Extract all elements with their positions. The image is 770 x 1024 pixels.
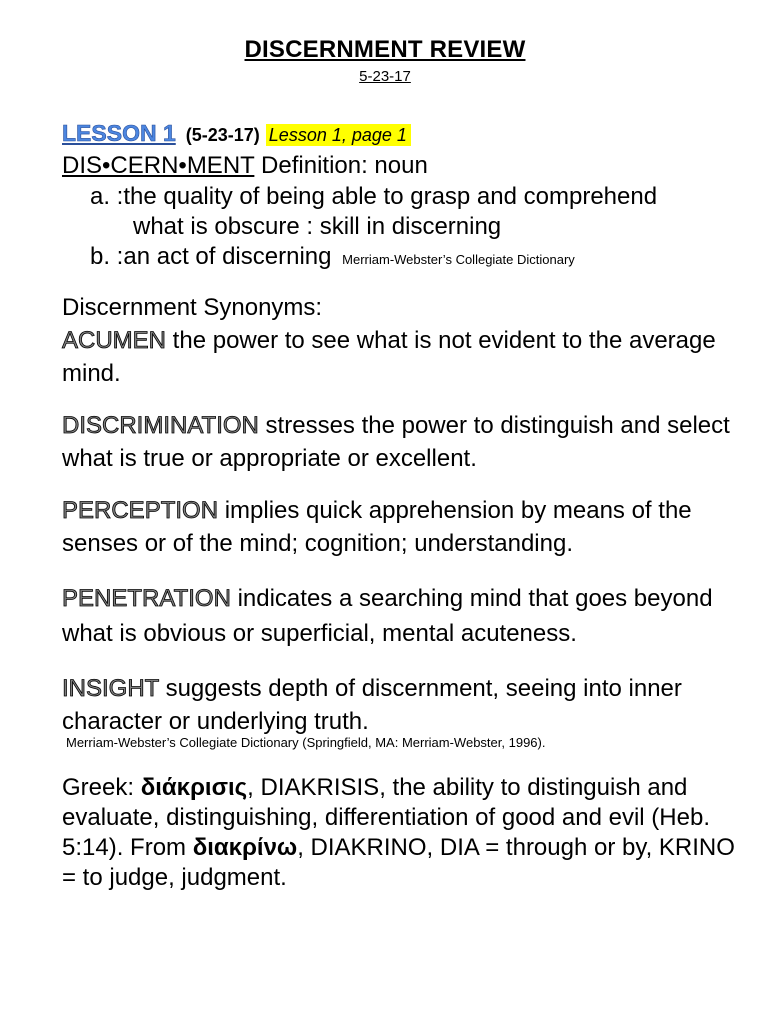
- synonym-term: PERCEPTION: [62, 497, 219, 524]
- document-date: 5-23-17: [359, 68, 411, 85]
- greek-word-diakrisis: διάκρισις: [140, 774, 248, 801]
- lesson-page-highlight: Lesson 1, page 1: [266, 124, 411, 146]
- definition-a-line2: what is obscure : skill in discerning: [133, 213, 502, 240]
- synonym-term: DISCRIMINATION: [62, 412, 259, 439]
- definition-b: [90, 243, 575, 271]
- greek-word-diakrino: διακρίνω: [192, 834, 298, 861]
- definition-b-marker: b.: [90, 243, 111, 270]
- definition-rest: Definition: noun: [254, 152, 428, 179]
- definition-heading: [62, 152, 428, 180]
- definition-source: Merriam-Webster’s Collegiate Dictionary: [342, 252, 575, 267]
- greek-prefix: Greek:: [62, 774, 141, 801]
- definition-word: DIS•CERN•MENT: [62, 152, 255, 179]
- greek-paragraph: [62, 773, 742, 893]
- synonym-text: the power to see what is not evident to the average mind.: [62, 327, 716, 387]
- synonym-text: implies quick apprehension by means of the senses or of the mind; cognition; understanding.: [62, 497, 692, 557]
- lesson-date: (5-23-17): [185, 125, 260, 145]
- synonyms-citation: Merriam-Webster’s Collegiate Dictionary (Springfield, MA: Merriam-Webster, 1996).: [66, 735, 546, 750]
- synonym-discrimination: [62, 409, 742, 475]
- greek-middle: , DIAKRISIS, the ability to distinguish and evaluate, distinguishing, differentiation of good and evil (Heb. 5:14). From: [62, 774, 710, 861]
- greek-suffix: , DIAKRINO, DIA = through or by, KRINO = to judge, judgment.: [62, 834, 735, 891]
- synonym-perception: [62, 494, 742, 560]
- synonym-text: suggests depth of discernment, seeing into inner character or underlying truth.: [62, 675, 682, 735]
- synonym-term: ACUMEN: [62, 327, 167, 354]
- definition-a-line1: :the quality of being able to grasp and comprehend: [110, 183, 658, 210]
- synonym-insight: [62, 672, 742, 738]
- synonym-acumen: [62, 324, 742, 390]
- synonym-penetration: [62, 581, 742, 651]
- definition-b-text: :an act of discerning: [110, 243, 332, 270]
- definition-a-marker: a.: [90, 183, 111, 210]
- synonym-text: indicates a searching mind that goes beyond what is obvious or superficial, mental acuteness.: [62, 585, 713, 647]
- lesson-header: [62, 120, 411, 147]
- lesson-label: LESSON 1: [62, 120, 176, 146]
- synonyms-heading: Discernment Synonyms:: [62, 294, 323, 321]
- synonym-term: PENETRATION: [62, 585, 231, 612]
- definition-a: [90, 183, 657, 211]
- synonym-text: stresses the power to distinguish and select what is true or appropriate or excellent.: [62, 412, 730, 472]
- document-title: DISCERNMENT REVIEW: [244, 36, 526, 63]
- synonym-term: INSIGHT: [62, 675, 159, 702]
